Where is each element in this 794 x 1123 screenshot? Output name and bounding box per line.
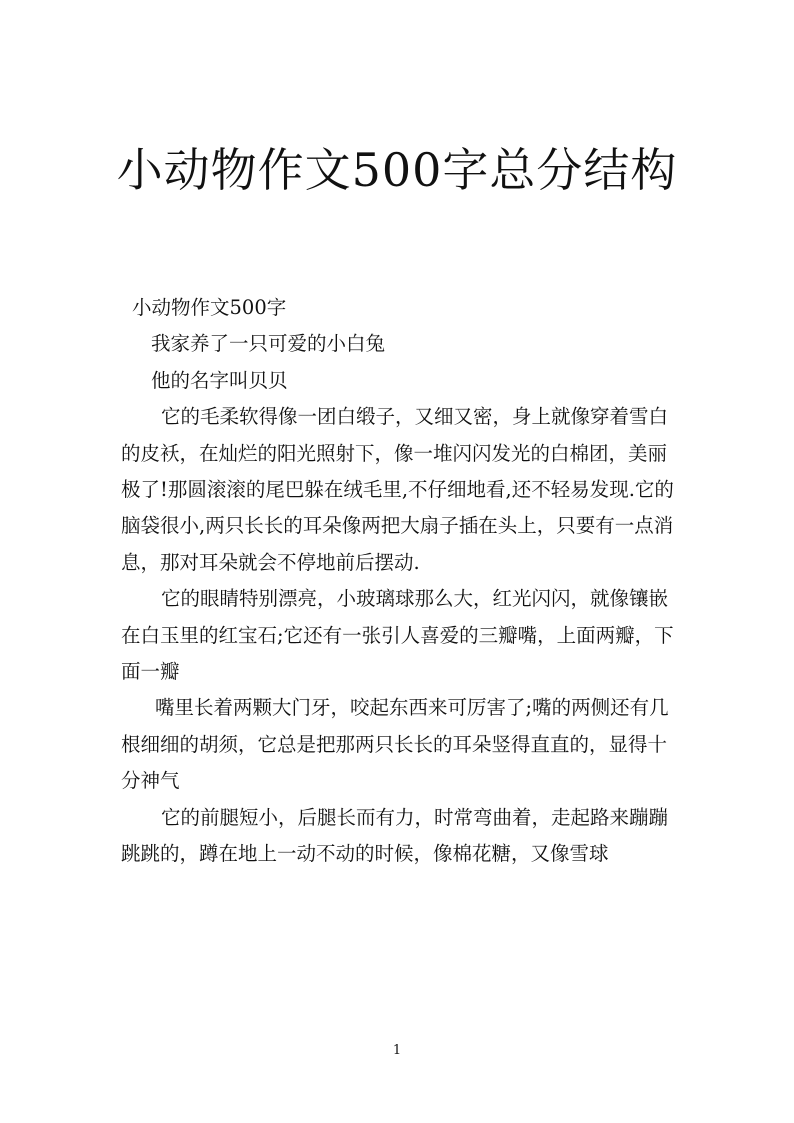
- document-body: [121, 290, 681, 873]
- paragraph-2: 他的名字叫贝贝: [151, 368, 288, 392]
- paragraph-5: 嘴里长着两颗大门牙，咬起东西来可厉害了;嘴的两侧还有几根细细的胡须，它总是把那两只长长的耳朵竖得直直的，显得十分神气: [121, 696, 669, 793]
- document-title: 小动物作文500字总分结构: [116, 143, 678, 197]
- page-number: 1: [392, 1043, 402, 1058]
- paragraph-4: 它的眼睛特别漂亮，小玻璃球那么大，红光闪闪，就像镶嵌在白玉里的红宝石;它还有一张引人喜爱的三瓣嘴，上面两瓣，下面一瓣: [121, 587, 674, 684]
- paragraph-6: 它的前腿短小，后腿长而有力，时常弯曲着，走起路来蹦蹦跳跳的，蹲在地上一动不动的时候，像棉花糖，又像雪球: [121, 805, 669, 866]
- document-subtitle: 小动物作文500字: [132, 296, 287, 319]
- paragraph-1: 我家养了一只可爱的小白兔: [151, 332, 386, 356]
- paragraph-3: 它的毛柔软得像一团白缎子，又细又密，身上就像穿着雪白的皮袄，在灿烂的阳光照射下，像一堆闪闪发光的白棉团，美丽极了!那圆滚滚的尾巴躲在绒毛里,不仔细地看,还不轻易发现.它的脑袋很小,两只长长的耳朵像两把大扇子插在头上，只要有一点消息，那对耳朵就会不停地前后摆动.: [121, 405, 674, 574]
